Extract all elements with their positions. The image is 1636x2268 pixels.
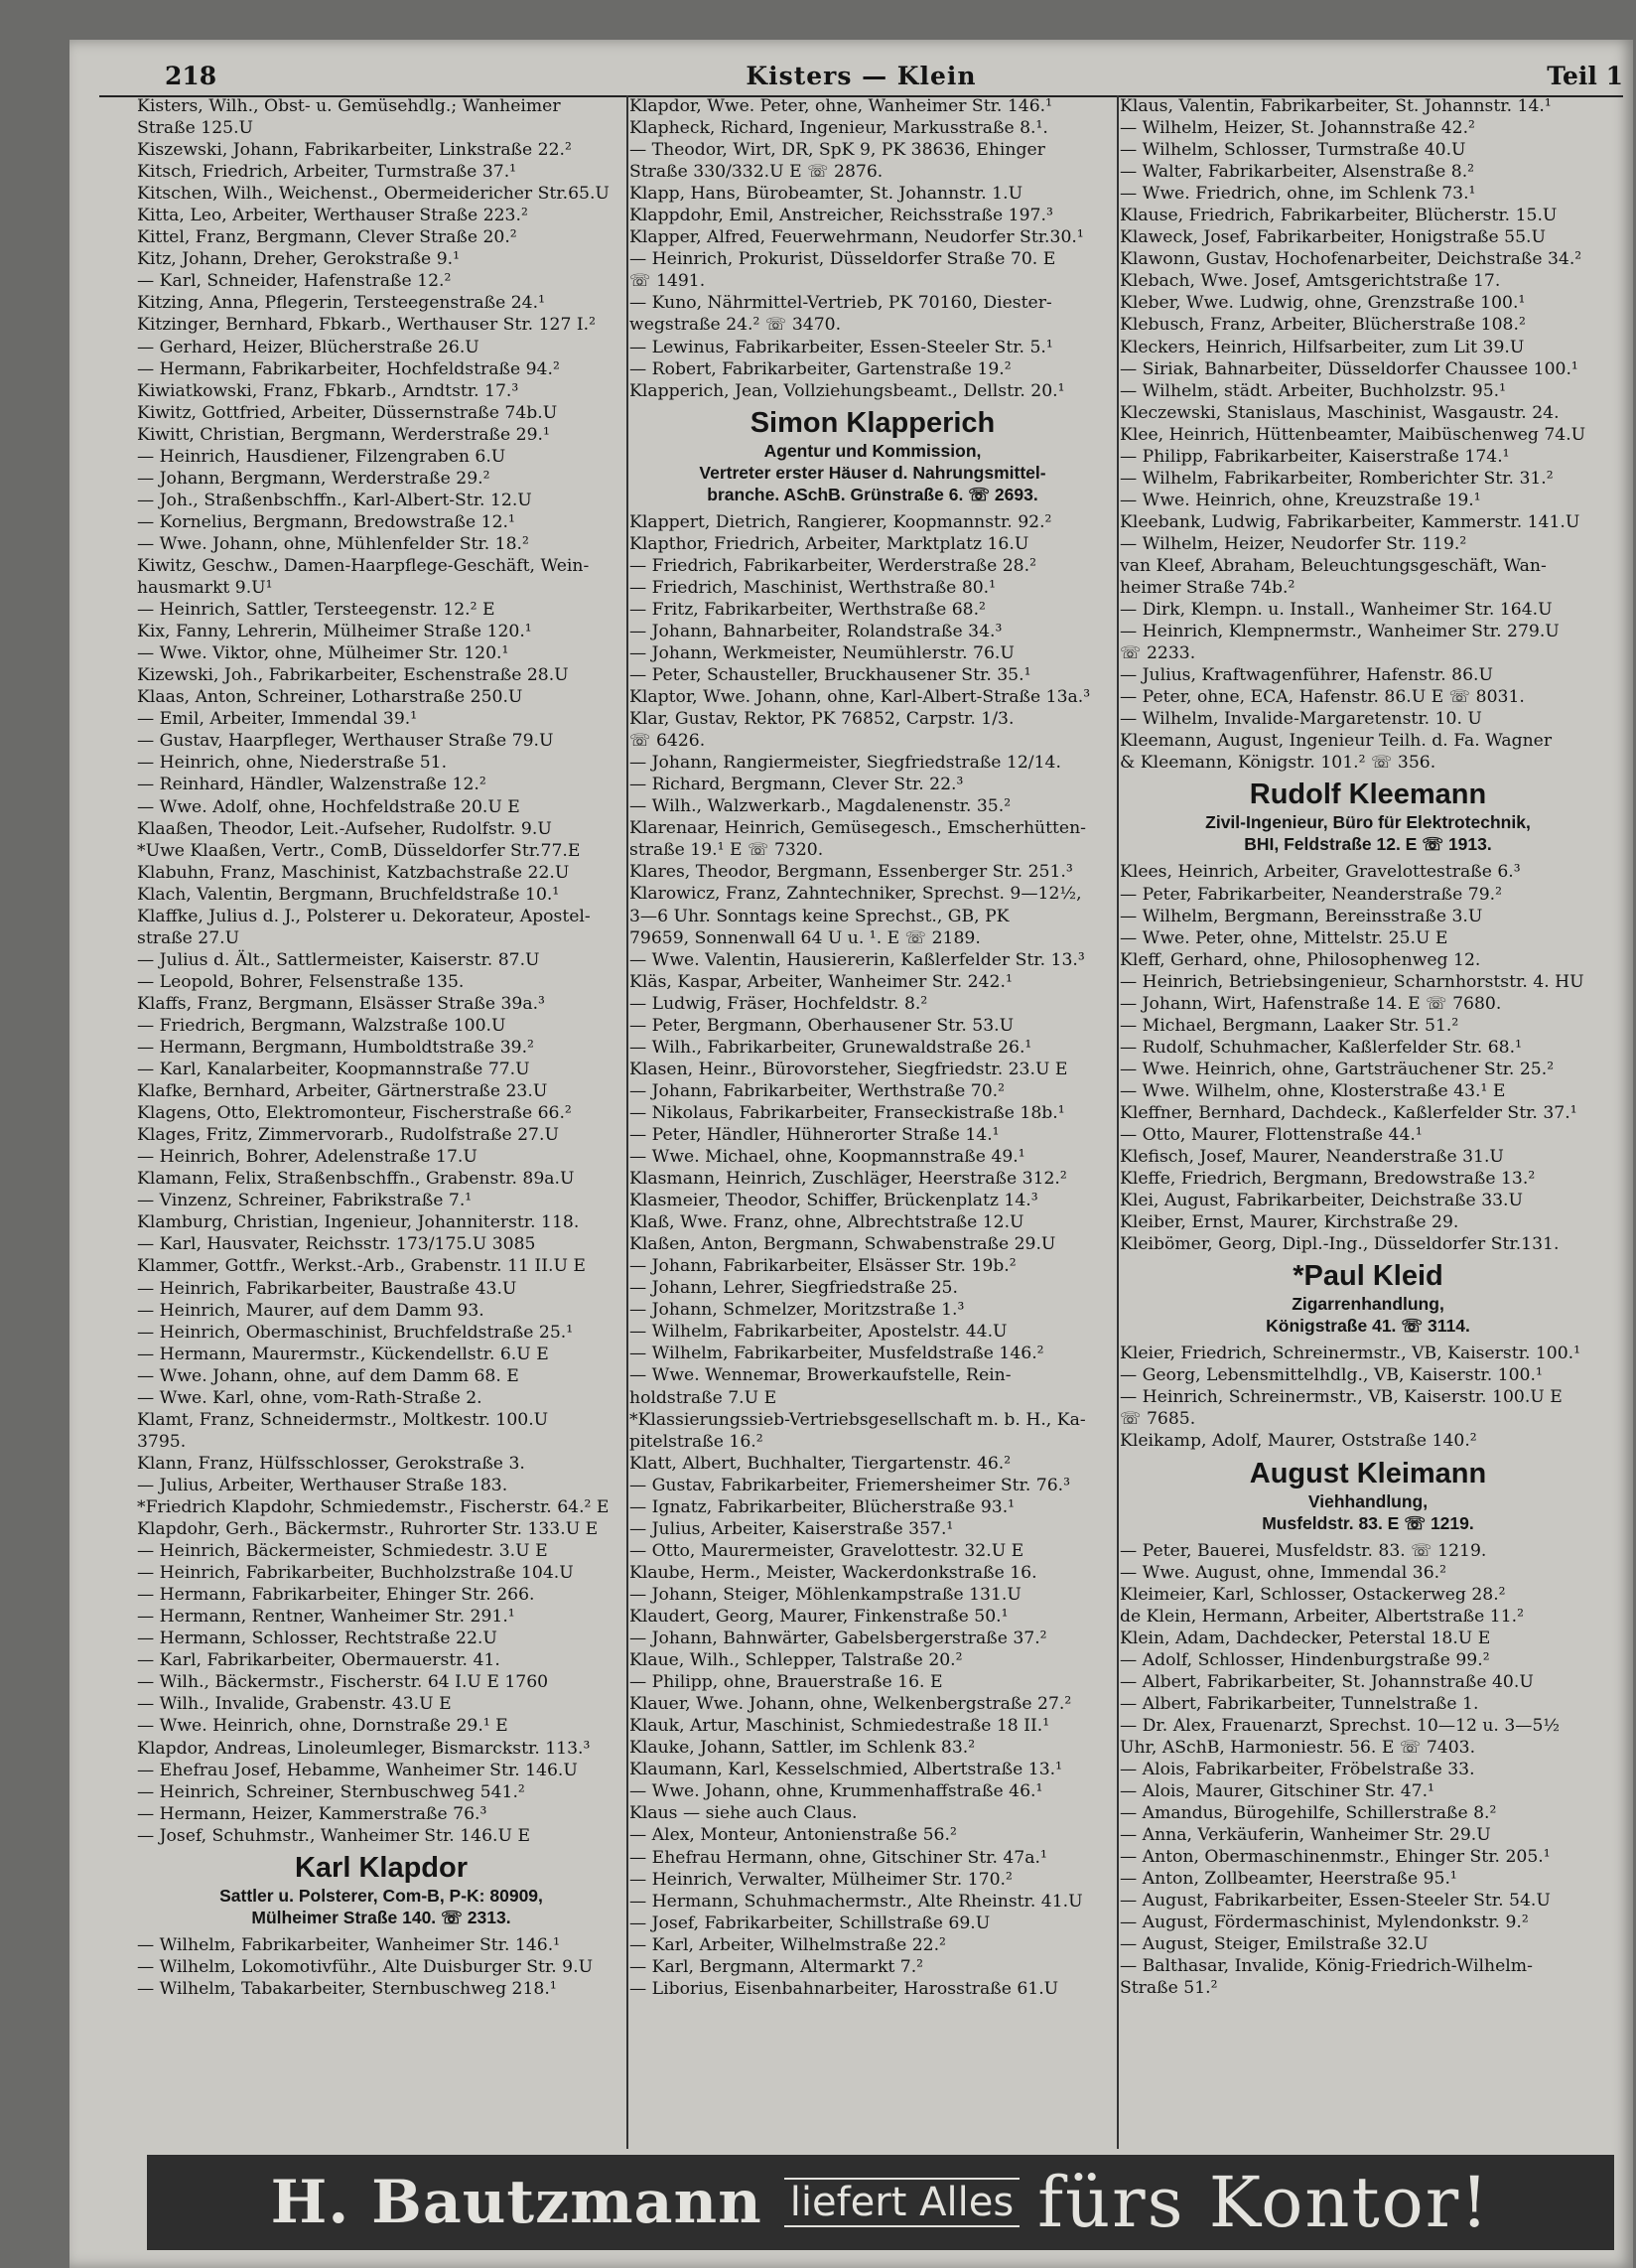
- directory-entry: — Johann, Werkmeister, Neumühlerstr. 76.U: [629, 642, 1116, 664]
- directory-column-2: [629, 95, 1116, 2149]
- directory-entry: — Heinrich, Bohrer, Adelenstraße 17.U: [137, 1146, 625, 1168]
- directory-entry: Klasmeier, Theodor, Schiffer, Brückenplatz 14.³: [629, 1191, 1038, 1211]
- directory-entry: Klach, Valentin, Bergmann, Bruchfeldstraße 10.¹: [137, 884, 560, 905]
- directory-entry: — Anton, Zollbeamter, Heerstraße 95.¹: [1120, 1868, 1616, 1890]
- directory-entry: — Wilh., Invalide, Grabenstr. 43.U E: [137, 1693, 625, 1715]
- directory-entry: — Heinrich, Hausdiener, Filzengraben 6.U: [137, 446, 625, 468]
- directory-entry: — Hermann, Fabrikarbeiter, Ehinger Str. 266.: [137, 1584, 625, 1606]
- directory-entry: — Siriak, Bahnarbeiter, Düsseldorfer Chaussee 100.¹: [1120, 358, 1616, 380]
- directory-entry: Kleikamp, Adolf, Maurer, Oststraße 140.²: [1120, 1431, 1477, 1452]
- directory-entry: Klamann, Felix, Straßenbschffn., Grabenstr. 89a.U: [137, 1169, 575, 1190]
- directory-entry: Klagens, Otto, Elektromonteur, Fischerstraße 66.²: [137, 1103, 572, 1124]
- column-divider: [626, 95, 628, 2149]
- directory-entry: — Wwe. Valentin, Hausiererin, Kaßlerfelder Str. 13.³: [629, 949, 1116, 971]
- directory-entry: — Johann, Fabrikarbeiter, Elsässer Str. 19b.²: [629, 1255, 1116, 1277]
- directory-entry: — Hermann, Maurermstr., Kückendellstr. 6.U E: [137, 1344, 625, 1365]
- advertisement-line: Agentur und Kommission,: [763, 440, 982, 461]
- directory-entry: Klann, Franz, Hülfsschlosser, Gerokstraße 3.: [137, 1453, 525, 1474]
- advertisement-name: Karl Klapdor: [294, 1851, 469, 1884]
- directory-entry: — August, Fabrikarbeiter, Essen-Steeler Str. 54.U: [1120, 1890, 1616, 1912]
- directory-entry: Kleemann, August, Ingenieur Teilh. d. Fa. Wagner: [1120, 731, 1553, 752]
- directory-entry: — Gustav, Fabrikarbeiter, Friemersheimer Str. 76.³: [629, 1475, 1116, 1496]
- directory-entry: Klapdor, Andreas, Linoleumleger, Bismarckstr. 113.³: [137, 1738, 591, 1759]
- directory-entry: — Peter, Bauerei, Musfeldstr. 83. ☏ 1219.: [1120, 1540, 1616, 1562]
- directory-entry: Kleier, Friedrich, Schreinermstr., VB, Kaiserstr. 100.¹: [1120, 1344, 1581, 1364]
- directory-entry: Kleff, Gerhard, ohne, Philosophenweg 12.: [1120, 949, 1481, 970]
- directory-entry: Straße 125.U: [137, 118, 254, 139]
- display-advertisement: [1120, 774, 1616, 861]
- directory-entry: — Heinrich, Maurer, auf dem Damm 93.: [137, 1300, 625, 1322]
- directory-entry: Kitschen, Wilh., Weichenst., Obermeidericher Str.65.U: [137, 184, 610, 205]
- directory-entry: — Wilhelm, Schlosser, Turmstraße 40.U: [1120, 139, 1616, 161]
- directory-entry: Klappert, Dietrich, Rangierer, Koopmannstr. 92.²: [629, 511, 1052, 532]
- directory-entry: — Wwe. Wilhelm, ohne, Klosterstraße 43.¹ E: [1120, 1080, 1616, 1102]
- directory-entry: — Wwe. Johann, ohne, Mühlenfelder Str. 18.²: [137, 533, 625, 555]
- directory-entry: — Wwe. Johann, ohne, auf dem Damm 68. E: [137, 1365, 625, 1387]
- directory-entry: Klamt, Franz, Schneidermstr., Moltkestr. 100.U: [137, 1409, 549, 1430]
- directory-entry: Klebusch, Franz, Arbeiter, Blücherstraße 108.²: [1120, 315, 1526, 336]
- directory-entry: Kleiber, Ernst, Maurer, Kirchstraße 29.: [1120, 1212, 1459, 1233]
- directory-entry: — Wilhelm, Heizer, St. Johannstraße 42.²: [1120, 117, 1616, 139]
- directory-entry: — Heinrich, Fabrikarbeiter, Buchholzstraße 104.U: [137, 1562, 625, 1584]
- directory-entry: — Leopold, Bohrer, Felsenstraße 135.: [137, 971, 625, 993]
- directory-entry: Klapheck, Richard, Ingenieur, Markusstraße 8.¹.: [629, 118, 1048, 139]
- directory-entry: Kläs, Kaspar, Arbeiter, Wanheimer Str. 242.¹: [629, 971, 1013, 992]
- directory-entry: Kiwitz, Gottfried, Arbeiter, Düssernstraße 74b.U: [137, 402, 558, 423]
- directory-entry: Klapdor, Wwe. Peter, ohne, Wanheimer Str. 146.¹: [629, 96, 1053, 116]
- directory-entry: — Lewinus, Fabrikarbeiter, Essen-Steeler Str. 5.¹: [629, 337, 1116, 358]
- directory-entry: — Anton, Obermaschinenmstr., Ehinger Str. 205.¹: [1120, 1846, 1616, 1868]
- directory-entry: — Albert, Fabrikarbeiter, St. Johannstraße 40.U: [1120, 1671, 1616, 1693]
- directory-entry: — Ehefrau Hermann, ohne, Gitschiner Str. 47a.¹: [629, 1847, 1116, 1869]
- directory-entry: 79659, Sonnenwall 64 U u. ¹. E ☏ 2189.: [629, 927, 981, 948]
- directory-entry: Klapperich, Jean, Vollziehungsbeamt., Dellstr. 20.¹: [629, 380, 1065, 401]
- banner-company: H. Bautzmann: [270, 2168, 762, 2237]
- directory-entry: — Johann, Rangiermeister, Siegfriedstraße 12/14.: [629, 752, 1116, 774]
- directory-entry: — Hermann, Rentner, Wanheimer Str. 291.¹: [137, 1606, 625, 1628]
- directory-entry: Klause, Friedrich, Fabrikarbeiter, Blücherstr. 15.U: [1120, 206, 1558, 226]
- display-advertisement: [137, 1847, 625, 1934]
- directory-entry: — Johann, Bahnarbeiter, Rolandstraße 34.³: [629, 621, 1116, 642]
- directory-entry: — August, Steiger, Emilstraße 32.U: [1120, 1933, 1616, 1955]
- directory-entry: — Heinrich, Sattler, Tersteegenstr. 12.² E: [137, 599, 625, 621]
- advertisement-name: August Kleimann: [1249, 1457, 1487, 1489]
- directory-entry: Klei, August, Fabrikarbeiter, Deichstraße 33.U: [1120, 1191, 1524, 1211]
- directory-entry: Kiwitz, Geschw., Damen-Haarpflege-Geschäft, Wein-: [137, 555, 590, 576]
- directory-entry: — Philipp, Fabrikarbeiter, Kaiserstraße 174.¹: [1120, 446, 1616, 468]
- column-divider: [1117, 95, 1119, 2149]
- directory-entry: — Peter, Schausteller, Bruckhausener Str. 35.¹: [629, 664, 1116, 686]
- directory-entry: Klasmann, Heinrich, Zuschläger, Heerstraße 312.²: [629, 1169, 1067, 1190]
- directory-entry: — Joh., Straßenbschffn., Karl-Albert-Str. 12.U: [137, 490, 625, 511]
- directory-entry: Klasen, Heinr., Bürovorsteher, Siegfriedstr. 23.U E: [629, 1059, 1068, 1079]
- advertisement-line: branche. ASchB. Grünstraße 6. ☏ 2693.: [707, 484, 1038, 504]
- directory-entry: — Johann, Lehrer, Siegfriedstraße 25.: [629, 1277, 1116, 1299]
- directory-entry: — Hermann, Schuhmachermstr., Alte Rheinstr. 41.U: [629, 1891, 1116, 1913]
- directory-entry: Kleckers, Heinrich, Hilfsarbeiter, zum Lit 39.U: [1120, 337, 1525, 357]
- directory-entry: — Wwe. Adolf, ohne, Hochfeldstraße 20.U E: [137, 796, 625, 818]
- advertisement-line: Vertreter erster Häuser d. Nahrungsmittel-: [699, 462, 1046, 483]
- directory-entry: — Walter, Fabrikarbeiter, Alsenstraße 8.²: [1120, 161, 1616, 183]
- display-advertisement: [629, 402, 1116, 511]
- directory-entry: — Wwe. Wennemar, Browerkaufstelle, Rein-: [629, 1364, 1116, 1386]
- directory-entry: — Vinzenz, Schreiner, Fabrikstraße 7.¹: [137, 1190, 625, 1211]
- directory-entry: — Ehefrau Josef, Hebamme, Wanheimer Str. 146.U: [137, 1760, 625, 1781]
- directory-entry: Kitzing, Anna, Pflegerin, Tersteegenstraße 24.¹: [137, 293, 545, 314]
- directory-entry: — Philipp, ohne, Brauerstraße 16. E: [629, 1671, 1116, 1693]
- directory-entry: — Heinrich, Betriebsingenieur, Scharnhorststr. 4. HU: [1120, 971, 1616, 993]
- directory-entry: — Emil, Arbeiter, Immendal 39.¹: [137, 708, 625, 730]
- directory-entry: straße 19.¹ E ☏ 7320.: [629, 840, 824, 861]
- advertisement-name: Simon Klapperich: [750, 406, 996, 439]
- directory-entry: — Wilhelm, städt. Arbeiter, Buchholzstr. 95.¹: [1120, 380, 1616, 402]
- directory-entry: — Wwe. Michael, ohne, Koopmannstraße 49.¹: [629, 1146, 1116, 1168]
- directory-entry: — Theodor, Wirt, DR, SpK 9, PK 38636, Ehinger: [629, 139, 1116, 161]
- directory-entry: — Peter, ohne, ECA, Hafenstr. 86.U E ☏ 8031.: [1120, 686, 1616, 708]
- directory-entry: — Anna, Verkäuferin, Wanheimer Str. 29.U: [1120, 1824, 1616, 1846]
- directory-entry: Klaffs, Franz, Bergmann, Elsässer Straße 39a.³: [137, 993, 545, 1014]
- advertisement-line: Zivil-Ingenieur, Büro für Elektrotechnik,: [1205, 812, 1531, 833]
- directory-entry: Klaas, Anton, Schreiner, Lotharstraße 250.U: [137, 687, 523, 708]
- directory-entry: — Wwe. Viktor, ohne, Mülheimer Str. 120.¹: [137, 642, 625, 664]
- directory-entry: Klages, Fritz, Zimmervorarb., Rudolfstraße 27.U: [137, 1125, 559, 1146]
- directory-entry: — Richard, Bergmann, Clever Str. 22.³: [629, 774, 1116, 795]
- directory-entry: — Albert, Fabrikarbeiter, Tunnelstraße 1.: [1120, 1693, 1616, 1715]
- directory-entry: Kix, Fanny, Lehrerin, Mülheimer Straße 120.¹: [137, 622, 532, 642]
- directory-entry: Kiwiatkowski, Franz, Fbkarb., Arndtstr. 17.³: [137, 380, 519, 401]
- directory-entry: — Johann, Steiger, Möhlenkampstraße 131.U: [629, 1584, 1116, 1606]
- directory-entry: — Johann, Bahnwärter, Gabelsbergerstraße 37.²: [629, 1628, 1116, 1649]
- directory-entry: — Alois, Fabrikarbeiter, Fröbelstraße 33.: [1120, 1759, 1616, 1780]
- directory-entry: — Julius, Arbeiter, Kaiserstraße 357.¹: [629, 1518, 1116, 1540]
- directory-entry: — Michael, Bergmann, Laaker Str. 51.²: [1120, 1015, 1616, 1037]
- directory-entry: — August, Fördermaschinist, Mylendonkstr. 9.²: [1120, 1912, 1616, 1933]
- directory-entry: — Johann, Fabrikarbeiter, Werthstraße 70.²: [629, 1080, 1116, 1102]
- directory-entry: Klapdohr, Gerh., Bäckermstr., Ruhrorter Str. 133.U E: [137, 1519, 599, 1540]
- directory-entry: ☏ 7685.: [1120, 1409, 1196, 1430]
- directory-entry: — Friedrich, Maschinist, Werthstraße 80.¹: [629, 577, 1116, 599]
- directory-entry: Kitz, Johann, Dreher, Gerokstraße 9.¹: [137, 249, 460, 270]
- advertisement-banner: [147, 2155, 1614, 2250]
- directory-entry: — Amandus, Bürogehilfe, Schillerstraße 8.²: [1120, 1802, 1616, 1824]
- page-header: [99, 60, 1623, 97]
- directory-entry: — Dirk, Klempn. u. Install., Wanheimer Str. 164.U: [1120, 599, 1616, 621]
- directory-entry: — Heinrich, Obermaschinist, Bruchfeldstraße 25.¹: [137, 1322, 625, 1344]
- directory-entry: Klarowicz, Franz, Zahntechniker, Sprechst. 9—12½,: [629, 884, 1082, 905]
- directory-entry: — Wilhelm, Heizer, Neudorfer Str. 119.²: [1120, 533, 1616, 555]
- directory-entry: — Wilh., Fabrikarbeiter, Grunewaldstraße 26.¹: [629, 1037, 1116, 1059]
- directory-entry: Klauk, Artur, Maschinist, Schmiedestraße 18 II.¹: [629, 1716, 1050, 1737]
- display-advertisement: [1120, 1255, 1616, 1343]
- directory-entry: — Reinhard, Händler, Walzenstraße 12.²: [137, 774, 625, 795]
- directory-entry: Uhr, ASchB, Harmoniestr. 56. E ☏ 7403.: [1120, 1737, 1476, 1758]
- directory-entry: Klaue, Wilh., Schlepper, Talstraße 20.²: [629, 1650, 963, 1671]
- directory-entry: — Peter, Händler, Hühnerorter Straße 14.¹: [629, 1124, 1116, 1146]
- directory-entry: — Heinrich, Schreinermstr., VB, Kaiserstr. 100.U E: [1120, 1386, 1616, 1408]
- directory-entry: Kleibömer, Georg, Dipl.-Ing., Düsseldorfer Str.131.: [1120, 1234, 1560, 1255]
- directory-entry: wegstraße 24.² ☏ 3470.: [629, 315, 842, 336]
- directory-entry: Klatt, Albert, Buchhalter, Tiergartenstr. 46.²: [629, 1453, 1012, 1474]
- directory-entry: Klaaßen, Theodor, Leit.-Aufseher, Rudolfstr. 9.U: [137, 818, 552, 839]
- directory-entry: Klamburg, Christian, Ingenieur, Johanniterstr. 118.: [137, 1212, 580, 1233]
- directory-entry: *Klassierungssieb-Vertriebsgesellschaft m. b. H., Ka-: [629, 1409, 1086, 1430]
- advertisement-line: Königstraße 41. ☏ 3114.: [1266, 1316, 1470, 1337]
- directory-entry: Klaffke, Julius d. J., Polsterer u. Dekorateur, Apostel-: [137, 906, 591, 926]
- directory-entry: Klawonn, Gustav, Hochofenarbeiter, Deichstraße 34.²: [1120, 249, 1582, 270]
- directory-entry: Klafke, Bernhard, Arbeiter, Gärtnerstraße 23.U: [137, 1081, 548, 1102]
- directory-entry: pitelstraße 16.²: [629, 1431, 763, 1452]
- directory-entry: Kleebank, Ludwig, Fabrikarbeiter, Kammerstr. 141.U: [1120, 511, 1580, 532]
- directory-entry: Kleber, Wwe. Ludwig, ohne, Grenzstraße 100.¹: [1120, 293, 1526, 314]
- directory-entry: — Gerhard, Heizer, Blücherstraße 26.U: [137, 337, 625, 358]
- directory-entry: Klaptor, Wwe. Johann, ohne, Karl-Albert-Straße 13a.³: [629, 687, 1091, 708]
- directory-entry: — Karl, Kanalarbeiter, Koopmannstraße 77.U: [137, 1059, 625, 1080]
- directory-entry: — Friedrich, Fabrikarbeiter, Werderstraße 28.²: [629, 555, 1116, 577]
- directory-entry: — Kornelius, Bergmann, Bredowstraße 12.¹: [137, 511, 625, 533]
- directory-entry: — Nikolaus, Fabrikarbeiter, Franseckistraße 18b.¹: [629, 1102, 1116, 1124]
- advertisement-name: *Paul Kleid: [1293, 1260, 1443, 1293]
- directory-entry: Klein, Adam, Dachdecker, Peterstal 18.U E: [1120, 1628, 1491, 1648]
- banner-slogan: fürs Kontor!: [1037, 2162, 1491, 2243]
- directory-entry: — Wilhelm, Lokomotivführ., Alte Duisburger Str. 9.U: [137, 1956, 625, 1978]
- directory-entry: Klaßen, Anton, Bergmann, Schwabenstraße 29.U: [629, 1234, 1056, 1255]
- directory-entry: — Wwe. Peter, ohne, Mittelstr. 25.U E: [1120, 927, 1616, 949]
- directory-entry: *Friedrich Klapdohr, Schmiedemstr., Fischerstr. 64.² E: [137, 1497, 610, 1517]
- directory-entry: — Wilh., Bäckermstr., Fischerstr. 64 I.U E 1760: [137, 1671, 625, 1693]
- directory-entry: Kleczewski, Stanislaus, Maschinist, Wasgaustr. 24.: [1120, 402, 1560, 423]
- directory-entry: — Alex, Monteur, Antonienstraße 56.²: [629, 1824, 1116, 1846]
- directory-entry: — Heinrich, Schreiner, Sternbuschweg 541.²: [137, 1781, 625, 1803]
- advertisement-line: Viehhandlung,: [1307, 1490, 1429, 1511]
- directory-entry: — Wwe. Friedrich, ohne, im Schlenk 73.¹: [1120, 183, 1616, 205]
- directory-column-1: [137, 95, 625, 2149]
- directory-entry: — Heinrich, Fabrikarbeiter, Baustraße 43.U: [137, 1278, 625, 1300]
- directory-entry: — Julius, Arbeiter, Werthauser Straße 183.: [137, 1475, 625, 1496]
- directory-entry: Klarenaar, Heinrich, Gemüsegesch., Emscherhütten-: [629, 818, 1086, 839]
- directory-entry: Kitsch, Friedrich, Arbeiter, Turmstraße 37.¹: [137, 162, 517, 183]
- directory-entry: — Johann, Schmelzer, Moritzstraße 1.³: [629, 1299, 1116, 1321]
- directory-entry: — Johann, Wirt, Hafenstraße 14. E ☏ 7680.: [1120, 993, 1616, 1015]
- directory-entry: — Balthasar, Invalide, König-Friedrich-Wilhelm-: [1120, 1955, 1616, 1977]
- directory-entry: & Kleemann, Königstr. 101.² ☏ 356.: [1120, 753, 1436, 774]
- directory-entry: 3795.: [137, 1431, 187, 1452]
- directory-entry: Kleffner, Bernhard, Dachdeck., Kaßlerfelder Str. 37.¹: [1120, 1102, 1577, 1123]
- directory-entry: — Wilhelm, Invalide-Margaretenstr. 10. U: [1120, 708, 1616, 730]
- part-label: Teil 1: [1547, 62, 1623, 90]
- directory-entry: Kleimeier, Karl, Schlosser, Ostackerweg 28.²: [1120, 1584, 1506, 1605]
- directory-entry: Klapper, Alfred, Feuerwehrmann, Neudorfer Str.30.¹: [629, 227, 1084, 248]
- directory-entry: — Fritz, Fabrikarbeiter, Werthstraße 68.²: [629, 599, 1116, 621]
- banner-middle-text: liefert Alles: [784, 2178, 1020, 2227]
- directory-entry: — Robert, Fabrikarbeiter, Gartenstraße 19.²: [629, 358, 1116, 380]
- directory-entry: — Heinrich, Prokurist, Düsseldorfer Straße 70. E: [629, 248, 1116, 270]
- directory-entry: — Heinrich, Klempnermstr., Wanheimer Str. 279.U: [1120, 621, 1616, 642]
- directory-entry: — Friedrich, Bergmann, Walzstraße 100.U: [137, 1015, 625, 1037]
- directory-entry: — Josef, Fabrikarbeiter, Schillstraße 69.U: [629, 1913, 1116, 1934]
- directory-entry: ☏ 2233.: [1120, 643, 1196, 664]
- directory-entry: — Rudolf, Schuhmacher, Kaßlerfelder Str. 68.¹: [1120, 1037, 1616, 1059]
- directory-entry: Klares, Theodor, Bergmann, Essenberger Str. 251.³: [629, 862, 1073, 883]
- directory-entry: — Otto, Maurer, Flottenstraße 44.¹: [1120, 1124, 1616, 1146]
- directory-entry: — Liborius, Eisenbahnarbeiter, Harosstraße 61.U: [629, 1978, 1116, 2000]
- directory-entry: — Peter, Bergmann, Oberhausener Str. 53.U: [629, 1015, 1116, 1037]
- directory-entry: Klappdohr, Emil, Anstreicher, Reichsstraße 197.³: [629, 206, 1053, 226]
- directory-entry: Klaus — siehe auch Claus.: [629, 1803, 858, 1824]
- directory-entry: — Ludwig, Fräser, Hochfeldstr. 8.²: [629, 993, 1116, 1015]
- directory-entry: — Heinrich, ohne, Niederstraße 51.: [137, 752, 625, 774]
- directory-entry: — Karl, Schneider, Hafenstraße 12.²: [137, 270, 625, 292]
- directory-entry: — Wwe. August, ohne, Immendal 36.²: [1120, 1562, 1616, 1584]
- directory-entry: — Hermann, Schlosser, Rechtstraße 22.U: [137, 1628, 625, 1649]
- directory-entry: ☏ 1491.: [629, 271, 706, 292]
- directory-entry: Klebach, Wwe. Josef, Amtsgerichtstraße 17.: [1120, 271, 1501, 292]
- directory-entry: Klapthor, Friedrich, Arbeiter, Marktplatz 16.U: [629, 533, 1029, 554]
- directory-entry: hausmarkt 9.U¹: [137, 578, 273, 599]
- directory-entry: ☏ 6426.: [629, 731, 706, 752]
- directory-entry: de Klein, Hermann, Arbeiter, Albertstraße 11.²: [1120, 1606, 1524, 1627]
- directory-entry: — Wilhelm, Tabakarbeiter, Sternbuschweg 218.¹: [137, 1978, 625, 2000]
- directory-entry: Klar, Gustav, Rektor, PK 76852, Carpstr. 1/3.: [629, 709, 1015, 730]
- directory-entry: — Alois, Maurer, Gitschiner Str. 47.¹: [1120, 1780, 1616, 1802]
- directory-entry: — Georg, Lebensmittelhdlg., VB, Kaiserstr. 100.¹: [1120, 1364, 1616, 1386]
- advertisement-line: Musfeldstr. 83. E ☏ 1219.: [1262, 1512, 1474, 1533]
- directory-entry: Klaudert, Georg, Maurer, Finkenstraße 50.¹: [629, 1607, 1009, 1627]
- page-title: Kisters — Klein: [746, 62, 977, 90]
- directory-entry: — Hermann, Bergmann, Humboldtstraße 39.²: [137, 1037, 625, 1059]
- directory-entry: — Julius, Kraftwagenführer, Hafenstr. 86.U: [1120, 664, 1616, 686]
- directory-entry: Klammer, Gottfr., Werkst.-Arb., Grabenstr. 11 II.U E: [137, 1256, 586, 1277]
- directory-entry: Kisters, Wilh., Obst- u. Gemüsehdlg.; Wanheimer: [137, 96, 561, 116]
- directory-entry: — Karl, Arbeiter, Wilhelmstraße 22.²: [629, 1934, 1116, 1956]
- directory-entry: — Wilh., Walzwerkarb., Magdalenenstr. 35.²: [629, 795, 1116, 817]
- directory-entry: — Josef, Schuhmstr., Wanheimer Str. 146.U E: [137, 1825, 625, 1847]
- directory-entry: Klaweck, Josef, Fabrikarbeiter, Honigstraße 55.U: [1120, 227, 1546, 248]
- directory-entry: Klee, Heinrich, Hüttenbeamter, Maibüschenweg 74.U: [1120, 424, 1586, 445]
- directory-entry: — Heinrich, Bäckermeister, Schmiedestr. 3.U E: [137, 1540, 625, 1562]
- directory-entry: heimer Straße 74b.²: [1120, 578, 1295, 599]
- advertisement-line: Mülheimer Straße 140. ☏ 2313.: [251, 1907, 511, 1927]
- directory-entry: — Otto, Maurermeister, Gravelottestr. 32.U E: [629, 1540, 1116, 1562]
- directory-entry: — Dr. Alex, Frauenarzt, Sprechst. 10—12 u. 3—5½: [1120, 1715, 1616, 1737]
- directory-entry: Kitta, Leo, Arbeiter, Werthauser Straße 223.²: [137, 206, 528, 226]
- directory-entry: — Adolf, Schlosser, Hindenburgstraße 99.²: [1120, 1649, 1616, 1671]
- advertisement-name: Rudolf Kleemann: [1249, 779, 1487, 811]
- directory-entry: — Karl, Hausvater, Reichsstr. 173/175.U 3085: [137, 1233, 625, 1255]
- directory-entry: Klapp, Hans, Bürobeamter, St. Johannstr. 1.U: [629, 184, 1023, 205]
- display-advertisement: [1120, 1453, 1616, 1540]
- directory-entry: — Wilhelm, Fabrikarbeiter, Romberichter Str. 31.²: [1120, 468, 1616, 490]
- directory-entry: Klefisch, Josef, Maurer, Neanderstraße 31.U: [1120, 1147, 1504, 1168]
- directory-entry: — Wwe. Johann, ohne, Krummenhaffstraße 46.¹: [629, 1780, 1116, 1802]
- directory-entry: *Uwe Klaaßen, Vertr., ComB, Düsseldorfer Str.77.E: [137, 840, 581, 861]
- directory-entry: — Wwe. Heinrich, ohne, Kreuzstraße 19.¹: [1120, 490, 1616, 511]
- directory-entry: — Wilhelm, Fabrikarbeiter, Musfeldstraße 146.²: [629, 1343, 1116, 1364]
- directory-entry: Kizewski, Joh., Fabrikarbeiter, Eschenstraße 28.U: [137, 665, 569, 686]
- directory-entry: — Ignatz, Fabrikarbeiter, Blücherstraße 93.¹: [629, 1496, 1116, 1518]
- advertisement-line: BHI, Feldstraße 12. E ☏ 1913.: [1244, 834, 1492, 855]
- directory-entry: Kitzinger, Bernhard, Fbkarb., Werthauser Str. 127 I.²: [137, 315, 597, 336]
- directory-entry: — Heinrich, Verwalter, Mülheimer Str. 170.²: [629, 1869, 1116, 1891]
- directory-entry: — Wilhelm, Fabrikarbeiter, Apostelstr. 44.U: [629, 1321, 1116, 1343]
- directory-entry: straße 27.U: [137, 927, 240, 948]
- directory-entry: Klaus, Valentin, Fabrikarbeiter, St. Johannstr. 14.¹: [1120, 96, 1552, 116]
- directory-entry: — Hermann, Fabrikarbeiter, Hochfeldstraße 94.²: [137, 358, 625, 380]
- directory-entry: Klaumann, Karl, Kesselschmied, Albertstraße 13.¹: [629, 1760, 1062, 1780]
- directory-entry: holdstraße 7.U E: [629, 1387, 777, 1408]
- directory-entry: — Kuno, Nährmittel-Vertrieb, PK 70160, Diester-: [629, 292, 1116, 314]
- directory-entry: — Karl, Fabrikarbeiter, Obermauerstr. 41.: [137, 1649, 625, 1671]
- directory-entry: — Julius d. Ält., Sattlermeister, Kaiserstr. 87.U: [137, 949, 625, 971]
- directory-entry: Klauke, Johann, Sattler, im Schlenk 83.²: [629, 1738, 976, 1759]
- advertisement-line: Sattler u. Polsterer, Com-B, P-K: 80909,: [219, 1885, 543, 1906]
- directory-entry: — Wwe. Heinrich, ohne, Gartsträuchener Str. 25.²: [1120, 1059, 1616, 1080]
- directory-entry: Klees, Heinrich, Arbeiter, Gravelottestraße 6.³: [1120, 862, 1521, 883]
- directory-entry: — Wilhelm, Bergmann, Bereinsstraße 3.U: [1120, 906, 1616, 927]
- directory-column-3: [1120, 95, 1616, 2149]
- advertisement-line: Zigarrenhandlung,: [1292, 1294, 1444, 1315]
- page-number: 218: [165, 62, 217, 90]
- directory-entry: Straße 330/332.U E ☏ 2876.: [629, 162, 884, 183]
- directory-entry: Kiszewski, Johann, Fabrikarbeiter, Linkstraße 22.²: [137, 140, 572, 161]
- directory-entry: — Wwe. Heinrich, ohne, Dornstraße 29.¹ E: [137, 1715, 625, 1737]
- directory-entry: Klaube, Herm., Meister, Wackerdonkstraße 16.: [629, 1562, 1037, 1583]
- directory-entry: — Wwe. Karl, ohne, vom-Rath-Straße 2.: [137, 1387, 625, 1409]
- directory-entry: Kittel, Franz, Bergmann, Clever Straße 20.²: [137, 227, 517, 248]
- directory-entry: — Gustav, Haarpfleger, Werthauser Straße 79.U: [137, 730, 625, 752]
- directory-entry: — Peter, Fabrikarbeiter, Neanderstraße 79.²: [1120, 884, 1616, 906]
- directory-entry: Klabuhn, Franz, Maschinist, Katzbachstraße 22.U: [137, 862, 570, 883]
- directory-entry: — Hermann, Heizer, Kammerstraße 76.³: [137, 1803, 625, 1825]
- directory-entry: Straße 51.²: [1120, 1978, 1218, 1999]
- directory-entry: — Karl, Bergmann, Altermarkt 7.²: [629, 1956, 1116, 1978]
- directory-entry: — Wilhelm, Fabrikarbeiter, Wanheimer Str. 146.¹: [137, 1934, 625, 1956]
- directory-entry: — Johann, Bergmann, Werderstraße 29.²: [137, 468, 625, 490]
- directory-entry: Klauer, Wwe. Johann, ohne, Welkenbergstraße 27.²: [629, 1694, 1072, 1715]
- directory-entry: Kleffe, Friedrich, Bergmann, Bredowstraße 13.²: [1120, 1169, 1536, 1190]
- directory-entry: van Kleef, Abraham, Beleuchtungsgeschäft, Wan-: [1120, 555, 1547, 576]
- directory-entry: Kiwitt, Christian, Bergmann, Werderstraße 29.¹: [137, 424, 550, 445]
- directory-entry: Klaß, Wwe. Franz, ohne, Albrechtstraße 12.U: [629, 1212, 1024, 1233]
- directory-entry: 3—6 Uhr. Sonntags keine Sprechst., GB, PK: [629, 906, 1010, 926]
